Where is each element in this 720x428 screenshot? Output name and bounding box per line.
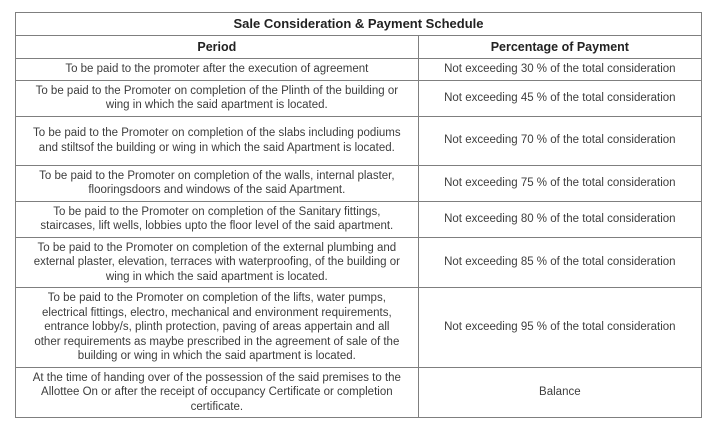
column-header-payment: Percentage of Payment bbox=[418, 36, 701, 59]
payment-cell: Not exceeding 80 % of the total consideration bbox=[418, 201, 701, 237]
payment-cell: Not exceeding 95 % of the total consideration bbox=[418, 288, 701, 368]
payment-cell: Not exceeding 75 % of the total consideration bbox=[418, 165, 701, 201]
table-row bbox=[16, 80, 702, 116]
period-cell: To be paid to the Promoter on completion of the Plinth of the building or wing in which the said apartment is located. bbox=[16, 80, 419, 116]
payment-schedule-table bbox=[15, 12, 702, 418]
table-row bbox=[16, 288, 702, 368]
table-row bbox=[16, 59, 702, 81]
table-row bbox=[16, 367, 702, 418]
column-header-period: Period bbox=[16, 36, 419, 59]
period-cell: To be paid to the Promoter on completion of the lifts, water pumps, electrical fittings, electro, mechanical and environment requirements, entrance lobby/s, plinth protection, paving of areas appertain and all other requirements as maybe prescribed in the agreement of sale of the building or wing in which the said apartment is located. bbox=[16, 288, 419, 368]
table-header-row bbox=[16, 36, 702, 59]
table-row bbox=[16, 116, 702, 165]
period-cell: To be paid to the Promoter on completion of the external plumbing and external plaster, elevation, terraces with waterproofing, of the building or wing in which the said apartment is located. bbox=[16, 237, 419, 288]
table-row bbox=[16, 201, 702, 237]
table-row bbox=[16, 237, 702, 288]
payment-cell: Not exceeding 30 % of the total consideration bbox=[418, 59, 701, 81]
table-title-row bbox=[16, 13, 702, 36]
payment-cell: Not exceeding 70 % of the total consideration bbox=[418, 116, 701, 165]
payment-cell: Balance bbox=[418, 367, 701, 418]
payment-cell: Not exceeding 85 % of the total consideration bbox=[418, 237, 701, 288]
table-row bbox=[16, 165, 702, 201]
period-cell: To be paid to the promoter after the execution of agreement bbox=[16, 59, 419, 81]
period-cell: To be paid to the Promoter on completion of the walls, internal plaster, flooringsdoors and windows of the said Apartment. bbox=[16, 165, 419, 201]
payment-cell: Not exceeding 45 % of the total consideration bbox=[418, 80, 701, 116]
period-cell: To be paid to the Promoter on completion of the slabs including podiums and stiltsof the building or wing in which the said Apartment is located. bbox=[16, 116, 419, 165]
period-cell: At the time of handing over of the possession of the said premises to the Allottee On or after the receipt of occupancy Certificate or completion certificate. bbox=[16, 367, 419, 418]
table-title: Sale Consideration & Payment Schedule bbox=[16, 13, 702, 36]
period-cell: To be paid to the Promoter on completion of the Sanitary fittings, staircases, lift wells, lobbies upto the floor level of the said apartment. bbox=[16, 201, 419, 237]
